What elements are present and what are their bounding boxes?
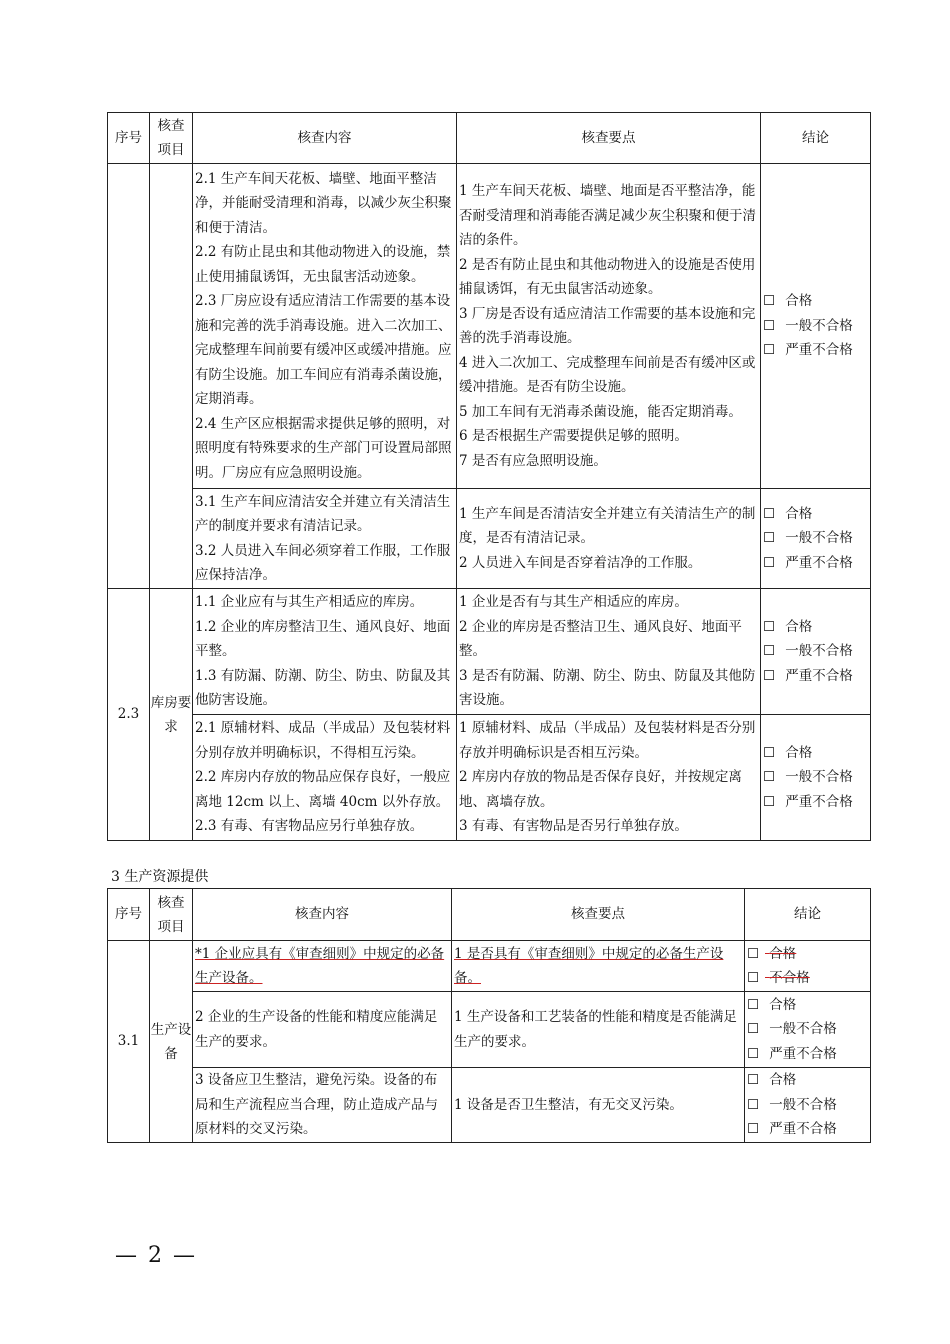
header-conclusion: 结论 — [761, 113, 871, 164]
points-para: 3 是否有防漏、防潮、防尘、防虫、防鼠及其他防害设施。 — [459, 667, 756, 709]
content-para: 2.2 有防止昆虫和其他动物进入的设施，禁止使用捕鼠诱饵，无虫鼠害活动迹象。 — [195, 244, 451, 285]
conclusion-cell — [761, 589, 871, 715]
item-cell: 生产设备 — [150, 941, 193, 1143]
table-row — [108, 715, 871, 841]
header-points: 核查要点 — [457, 113, 761, 164]
content-para: 2.3 有毒、有害物品应另行单独存放。 — [195, 818, 424, 835]
content-para: 2.3 厂房应设有适应清洁工作需要的基本设施和完善的洗手消毒设施。进入二次加工、完成整理车间前要有缓冲区或缓冲措施。应有防尘设施。加工车间应有消毒杀菌设施，定期消毒。 — [195, 293, 452, 408]
content-cell: 3 设备应卫生整洁，避免污染。设备的布局和生产流程应当合理，防止造成产品与原材料的交叉污染。 — [193, 1068, 452, 1143]
conclusion-cell — [761, 715, 871, 841]
header-conclusion: 结论 — [745, 889, 871, 941]
minor-fail-checkbox[interactable]: ☐ 一般不合格 — [763, 317, 853, 334]
major-fail-checkbox[interactable]: ☐ 严重不合格 — [763, 793, 853, 810]
content-cell — [193, 589, 457, 715]
points-para: 1 原辅材料、成品（半成品）及包装材料是否分别存放并明确标识是否相互污染。 — [459, 720, 756, 761]
pass-checkbox[interactable]: ☐ 合格 — [763, 293, 813, 310]
conclusion-cell — [761, 164, 871, 489]
minor-fail-checkbox[interactable]: ☐ 一般不合格 — [763, 643, 853, 660]
section-title: 3 生产资源提供 — [111, 869, 209, 885]
content-cell — [193, 489, 457, 589]
seq-cell: 3.1 — [108, 941, 150, 1143]
points-para: 3 有毒、有害物品是否另行单独存放。 — [459, 818, 688, 835]
points-cell: 1 生产设备和工艺装备的性能和精度是否能满足生产的要求。 — [452, 992, 745, 1068]
content-para: 1.1 企业应有与其生产相适应的库房。 — [195, 594, 424, 611]
table-row — [108, 992, 871, 1068]
header-seq: 序号 — [108, 889, 150, 941]
conclusion-cell — [745, 1068, 871, 1143]
major-fail-checkbox[interactable]: ☐ 严重不合格 — [763, 342, 853, 359]
item-cell-empty — [150, 164, 193, 589]
points-cell — [457, 489, 761, 589]
major-fail-checkbox[interactable]: ☐ 严重不合格 — [763, 554, 853, 571]
points-cell — [457, 715, 761, 841]
inspection-table-2 — [107, 888, 871, 1143]
major-fail-checkbox[interactable]: ☐ 严重不合格 — [763, 667, 853, 684]
major-fail-checkbox[interactable]: ☐ 严重不合格 — [747, 1121, 837, 1138]
content-para: 1.2 企业的库房整洁卫生、通风良好、地面平整。 — [195, 618, 451, 660]
content-cell — [193, 715, 457, 841]
minor-fail-checkbox[interactable]: ☐ 一般不合格 — [747, 1096, 837, 1113]
header-item: 核查项目 — [150, 113, 193, 164]
pass-checkbox[interactable]: ☐ 合格 — [763, 618, 813, 635]
content-para: 1.3 有防漏、防潮、防尘、防虫、防鼠及其他防害设施。 — [195, 667, 451, 709]
points-para: 2 企业的库房是否整洁卫生、通风良好、地面平整。 — [459, 618, 742, 660]
points-para: 2 人员进入车间是否穿着洁净的工作服。 — [459, 554, 702, 571]
header-item: 核查项目 — [150, 889, 193, 941]
content-para: 2.2 库房内存放的物品应保存良好，一般应离地 12cm 以上、离墙 40cm 以外存放。 — [195, 769, 451, 810]
table-header-row — [108, 889, 871, 941]
points-cell — [457, 589, 761, 715]
item-cell: 库房要求 — [150, 589, 193, 841]
conclusion-cell — [761, 489, 871, 589]
content-para: 2.4 生产区应根据需求提供足够的照明，对照明度有特殊要求的生产部门可设置局部照明。厂房应有应急照明设施。 — [195, 415, 452, 481]
points-para: 2 是否有防止昆虫和其他动物进入的设施是否使用捕鼠诱饵，有无虫鼠害活动迹象。 — [459, 256, 756, 297]
header-content: 核查内容 — [193, 113, 457, 164]
points-para: 1 生产车间是否清洁安全并建立有关清洁生产的制度，是否有清洁记录。 — [459, 505, 756, 547]
table-row — [108, 164, 871, 489]
points-para: 4 进入二次加工、完成整理车间前是否有缓冲区或缓冲措施。是否有防尘设施。 — [459, 354, 756, 395]
seq-cell: 2.3 — [108, 589, 150, 841]
seq-cell-empty — [108, 164, 150, 589]
points-para: 3 厂房是否设有适应清洁工作需要的基本设施和完善的洗手消毒设施。 — [459, 305, 756, 346]
table-header-row — [108, 113, 871, 164]
conclusion-cell — [745, 941, 871, 992]
content-para: 3.1 生产车间应清洁安全并建立有关清洁生产的制度并要求有清洁记录。 — [195, 493, 451, 534]
points-para: 7 是否有应急照明设施。 — [459, 452, 607, 469]
content-para: 2.1 生产车间天花板、墙壁、地面平整洁净，并能耐受清理和消毒，以减少灰尘积聚和便于清洁。 — [195, 170, 452, 236]
points-para: 6 是否根据生产需要提供足够的照明。 — [459, 428, 688, 444]
content-para: 2.1 原辅材料、成品（半成品）及包装材料分别存放并明确标识，不得相互污染。 — [195, 720, 451, 761]
minor-fail-checkbox[interactable]: ☐ 一般不合格 — [763, 769, 853, 786]
content-cell — [193, 164, 457, 489]
points-para: 2 库房内存放的物品是否保存良好，并按规定离地、离墙存放。 — [459, 769, 742, 810]
content-para: *1 企业应具有《审查细则》中规定的必备生产设备。 — [195, 945, 445, 986]
points-cell: 1 设备是否卫生整洁，有无交叉污染。 — [452, 1068, 745, 1143]
content-cell: 2 企业的生产设备的性能和精度应能满足生产的要求。 — [193, 992, 452, 1068]
points-para: 1 生产车间天花板、墙壁、地面是否平整洁净，能否耐受清理和消毒能否满足减少灰尘积聚和便于清洁的条件。 — [459, 183, 756, 248]
content-cell — [193, 941, 452, 992]
page-number: — 2 — — [115, 1243, 197, 1268]
minor-fail-checkbox[interactable]: ☐ 一般不合格 — [763, 530, 853, 547]
points-cell — [457, 164, 761, 489]
header-seq: 序号 — [108, 113, 150, 164]
major-fail-checkbox[interactable]: ☐ 严重不合格 — [747, 1045, 837, 1062]
header-points: 核查要点 — [452, 889, 745, 941]
minor-fail-checkbox[interactable]: ☐ 一般不合格 — [747, 1021, 837, 1038]
table-row — [108, 941, 871, 992]
table-row — [108, 489, 871, 589]
points-cell — [452, 941, 745, 992]
pass-checkbox[interactable]: ☐ 合格 — [747, 1072, 797, 1089]
pass-checkbox[interactable]: ☐ 合格 — [747, 996, 797, 1013]
fail-checkbox[interactable]: ☐ 不合格 — [747, 970, 810, 986]
pass-checkbox[interactable]: ☐ 合格 — [747, 945, 797, 962]
pass-checkbox[interactable]: ☐ 合格 — [763, 744, 813, 761]
points-para: 1 企业是否有与其生产相适应的库房。 — [459, 594, 688, 611]
table-row — [108, 589, 871, 715]
pass-checkbox[interactable]: ☐ 合格 — [763, 505, 813, 522]
inspection-table-1 — [107, 112, 871, 841]
content-para: 3.2 人员进入车间必须穿着工作服，工作服应保持洁净。 — [195, 542, 451, 583]
points-para: 5 加工车间有无消毒杀菌设施，能否定期消毒。 — [459, 403, 742, 420]
table-row — [108, 1068, 871, 1143]
conclusion-cell — [745, 992, 871, 1068]
points-para: 1 是否具有《审查细则》中规定的必备生产设备。 — [454, 945, 724, 986]
header-content: 核查内容 — [193, 889, 452, 941]
